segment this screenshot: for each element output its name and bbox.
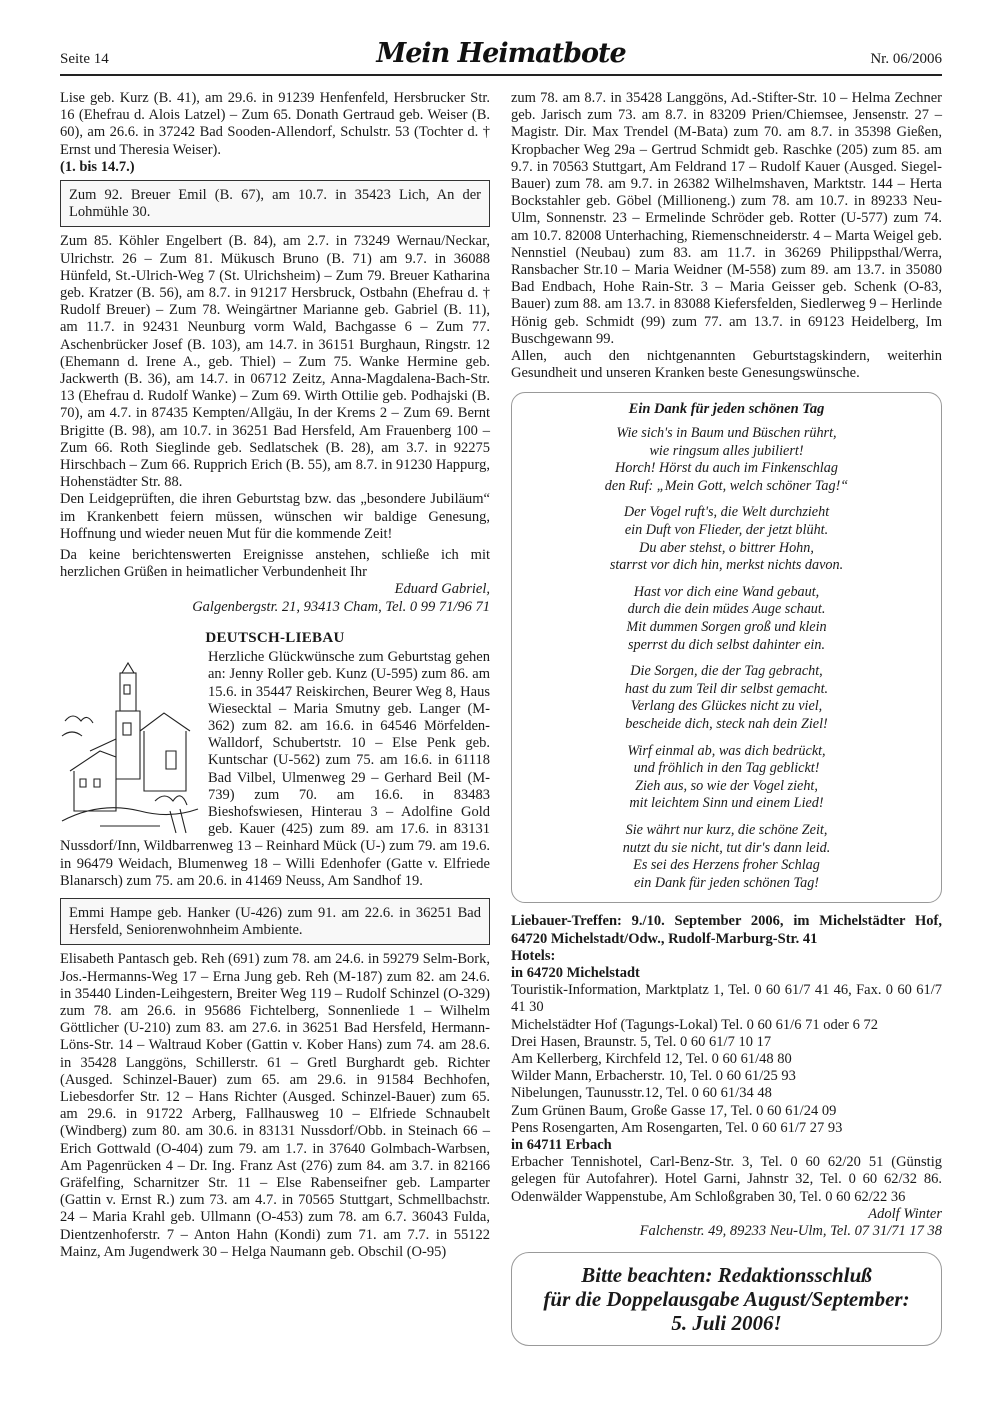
author-address: Galgenbergstr. 21, 93413 Cham, Tel. 0 99 71/96 71: [192, 598, 490, 615]
hotel-entry: Touristik-Information, Marktplatz 1, Tel. 0 60 61/7 41 46, Fax. 0 60 61/7 41 30: [511, 982, 942, 1016]
section-title-deutsch-liebau: DEUTSCH-LIEBAU: [205, 629, 345, 646]
poem-stanza: [522, 504, 931, 574]
highlight-box: Zum 92. Breuer Emil (B. 67), am 10.7. in 35423 Lich, An der Lohmühle 30.: [60, 180, 490, 227]
poem-line: Verlang des Glückes nicht zu viel,: [630, 698, 823, 715]
poem-stanza: [522, 425, 931, 495]
liebau-birthdays: Herzliche Glückwünsche zum Geburtstag gehen an: Jenny Roller geb. Kunz (U-595) zum 86. am 15.6. in 35447 Reiskirchen, Beurer Weg 8, Haus Wiesecktal – Maria Smutny geb. Langer (M-362) zum 82. am 16.6. in 64546 Mörfelden-Walldorf, Schubertstr. 10 – Else Penk geb. Kuntschar (U-562) zum 75. am 16.6. in 61118 Bad Vilbel, Ulmenweg 29 – Gerhard Beil (M-739) zum 70. am 16.6. in 83483 Bieshofswiesen, Hinterau 3 – Adolfine Gold geb. Kauer (425) zum 89. am 17.6. in 83131 Nussdorf/Inn, Wildbarrenweg 13 – Reinhard Mück (U-) zum 79. am 19.6. in 96479 Weidach, Blumenweg 18 – Willi Edenhofer (Gatte v. Elfriede Blanarsch) zum 75. am 20.6. in 41469 Neuss, Am Sandhof 19.: [60, 649, 490, 889]
poem-stanza: [522, 743, 931, 813]
hotel-entry: Wilder Mann, Erbacherstr. 10, Tel. 0 60 61/25 93: [511, 1068, 796, 1085]
poem-line: Du aber stehst, o bittrer Hohn,: [639, 539, 814, 556]
poem-line: Zieh aus, so wie der Vogel zieht,: [635, 777, 818, 794]
poem-line: nutzt du sie nicht, tut dir's dann leid.: [622, 839, 831, 856]
poem-line: Horch! Hörst du auch im Finkenschlag: [615, 460, 838, 477]
deadline-notice: [511, 1252, 942, 1346]
author-name: Eduard Gabriel,: [394, 581, 490, 598]
hotel-entry: Erbacher Tennishotel, Carl-Benz-Str. 3, Tel. 0 60 62/20 51 (Günstig gelegen für Autofahrer). Hotel Garni, Jahnstr 32, Tel. 0 60 62/32 86. Odenwälder Wappenstube, Am Schloßgraben 30, Tel. 0 60 62/22 36: [511, 1154, 942, 1205]
page-number: Seite 14: [60, 51, 109, 67]
poem-line: ein Duft von Flieder, der jetzt blüht.: [624, 522, 829, 539]
hotel-entry: Zum Grünen Baum, Große Gasse 17, Tel. 0 60 61/24 09: [511, 1102, 837, 1119]
poem-line: hast du zum Teil dir selbst gemacht.: [624, 680, 829, 697]
poem-line: durch die dein müdes Auge schaut.: [627, 601, 826, 618]
liebau-section: [60, 649, 490, 890]
church-sketch-illustration: [60, 661, 200, 836]
hotels-label: Hotels:: [511, 947, 556, 964]
poem-line: und fröhlich in den Tag geblickt!: [633, 760, 820, 777]
header-divider: [60, 74, 942, 76]
birthday-paragraph: zum 78. am 8.7. in 35428 Langgöns, Ad.-Stifter-Str. 10 – Helma Zechner geb. Jarisch zum 73. am 8.7. in 83209 Prien/Chiemsee, Jensenstr. 27 – Magistr. Dir. Max Trendel (M-Bata) zum 70. am 8.7. in 35398 Gießen, Kropbacher Weg 29a – Gertrud Schmidt geb. Raschke (205) zum 85. am 9.7. in 70563 Stuttgart, Am Feldrand 17 – Rudolf Kauer (Ausged. Siegel-Bauer) zum 78. am 9.7. in 26382 Wilhelmshaven, Marktstr. 144 – Herta Bockstahler geb. Göbel (Millioneng.) zum 78. am 10.7. in 89233 Neu-Ulm, Sonnenstr. 23 – Ermelinde Schröder geb. Rotter (U-577) zum 74. am 10.7. 82008 Unterhaching, Riemenschneiderstr. 4 – Marta Weigel geb. Nennstiel (Neubau) zum 83. am 11.7. in 36269 Philippsthal/Werra, Ransbacher Str.10 – Maria Weidner (M-558) zum 89. am 13.7. in 35080 Bad Endbach, Hohe Rain-Str. 3 – Maria Geisser geb. Schenk (O-83, Bauer) zum 88. am 13.7. in 83088 Kiefersfelden, Siedlerweg 9 – Herlinde Hönig geb. Schmidt (99) zum 77. am 13.7. in 69123 Heidelberg, Im Buschgewann 99.: [511, 90, 942, 347]
masthead-logo: Mein Heimatbote: [376, 38, 626, 69]
birthday-paragraph: Lise geb. Kurz (B. 41), am 29.6. in 91239 Henfenfeld, Hersbrucker Str. 16 (Ehefrau d. Alois Latzel) – Zum 65. Donath Gertraud geb. Weiser (B. 60), am 26.6. in 37242 Bad Sooden-Allendorf, Schulstr. 53 (Tochter d. † Ernst und Theresia Weiser).: [60, 90, 490, 158]
poem-line: Es sei des Herzens froher Schlag: [633, 857, 820, 874]
page-header: [60, 38, 942, 72]
highlight-box: Emmi Hampe geb. Hanker (U-426) zum 91. am 22.6. in 36251 Bad Hersfeld, Seniorenwohnheim Ambiente.: [60, 898, 490, 945]
hotel-entry: Michelstädter Hof (Tagungs-Lokal) Tel. 0 60 61/6 71 oder 6 72: [511, 1016, 878, 1033]
hotel-entry: Drei Hasen, Braunstr. 5, Tel. 0 60 61/7 10 17: [511, 1033, 772, 1050]
wishes-paragraph: Allen, auch den nichtgenannten Geburtstagskindern, weiterhin Gesundheit und unseren Kranken beste Genesungswünsche.: [511, 348, 942, 382]
poem-line: den Ruf: „Mein Gott, welch schöner Tag!“: [604, 477, 849, 494]
notice-line: für die Doppelausgabe August/September:: [543, 1287, 910, 1312]
poem-box: [511, 392, 942, 903]
notice-line: 5. Juli 2006!: [671, 1311, 782, 1336]
closing-paragraph: Da keine berichtenswerten Ereignisse anstehen, schließe ich mit herzlichen Grüßen in heimatlicher Verbundenheit Ihr: [60, 547, 490, 581]
poem-stanza: [522, 822, 931, 892]
notice-line: Bitte beachten: Redaktionsschluß: [581, 1263, 872, 1288]
author-name: Adolf Winter: [868, 1205, 942, 1222]
birthday-paragraph: Elisabeth Pantasch geb. Reh (691) zum 78. am 24.6. in 59279 Selm-Bork, Jos.-Hermanns-Weg 17 – Erna Jung geb. Reh (M-187) zum 82. am 24.6. in 35440 Linden-Leihgestern, Breiter Weg 119 – Rudolf Schinzel (O-329) zum 78. am 26.6. in 95686 Fichtelberg, Sonnenliede 1 – Wilhelm Göttlicher (U-210) zum 83. am 27.6. in 36251 Bad Hersfeld, Hermann-Löns-Str. 14 – Waltraud Kober (Gattin v. Kober Hans) zum 74. am 28.6. in 35428 Langgöns, Schillerstr. 61 – Gretl Burghardt geb. Richter (Ausged. Schinzel-Bauer) zum 65. am 29.6. in 91584 Bechhofen, Liebesdorfer Str. 12 – Hans Richter (Ausged. Schinzel-Bauer) zum 65. am 29.6. in 91722 Arberg, Fallhausweg 10 – Elfriede Schnaubelt (Windberg) zum 80. am 30.6. in 83131 Nussdorf/Obb. in Steinach 66 – Erich Gottwald (O-404) zum 79. am 1.7. in 37640 Golmbach-Warbsen, Am Pagenrücken 4 – Dr. Ing. Franz Ast (276) zum 84. am 3.7. in 82166 Gräfelfing, Scharnitzer Str. 11 – Else Rabenseifner geb. Lamparter (Gattin v. Ernst R.) zum 73. am 4.7. in 70565 Stuttgart, Schmellbachstr. 24 – Maria Krahl geb. Ullmann (O-453) zum 78. am 6.7. 36043 Fulda, Dientzenhoferstr. 7 – Anton Hahn (Kondi) zum 71. am 7.7. in 55122 Mainz, Am Jugendwerk 30 – Helga Naumann geb. Obschil (O-95): [60, 951, 490, 1260]
poem-line: ein Dank für jeden schönen Tag!: [633, 874, 820, 891]
hotel-entry: Pens Rosengarten, Am Rosengarten, Tel. 0 60 61/7 27 93: [511, 1119, 843, 1136]
poem-title: Ein Dank für jeden schönen Tag: [628, 401, 825, 418]
poem-line: Mit dummen Sorgen groß und klein: [626, 618, 827, 635]
poem-line: Hast vor dich eine Wand gebaut,: [633, 583, 820, 600]
town-heading: in 64711 Erbach: [511, 1136, 612, 1153]
issue-number: Nr. 06/2006: [870, 51, 942, 67]
town-heading: in 64720 Michelstadt: [511, 964, 640, 981]
poem-line: sperrst du dich selbst dahinter ein.: [627, 636, 826, 653]
poem-line: Wie sich's in Baum und Büschen rührt,: [616, 425, 837, 442]
birthday-paragraph: Zum 85. Köhler Engelbert (B. 84), am 2.7. in 73249 Wernau/Neckar, Ulrichstr. 26 – Zum 81. Mükusch Bruno (B. 71) am 9.7. in 36088 Hünfeld, St.-Ulrich-Weg 7 (St. Ulrichsheim) – Zum 79. Breuer Katharina geb. Kratzer (B. 56), am 8.7. in 91217 Hersbruck, Ostbahn (Ehefrau d. † Rudolf Breuer) – Zum 78. Weingärtner Marianne geb. Gabriel (B. 11), am 11.7. in 92431 Neunburg vorm Wald, Bachgasse 6 – Zum 77. Aschenbrücker Josef (B. 103), am 14.7. in 36151 Burghaun, Ringstr. 12 (Ehemann d. Irene A., geb. Thiel) – Zum 75. Wanke Hermine geb. Jackwerth (B. 36), am 14.7. in 06712 Zeitz, Anna-Magdalena-Bach-Str. 13 (Ehefrau d. Rudolf Wanke) – Zum 69. Wirth Ottilie geb. Podhajski (B. 70), am 4.7. in 87435 Kempten/Allgäu, In der Krems 2 – Zum 69. Bernt Brigitte (B. 98), am 10.7. in 36251 Bad Hersfeld, Am Frauenberg 100 – Zum 66. Roth Sieglinde geb. Sedlatschek (B. 28), am 3.7. in 92275 Hirschbach – Zum 66. Rupprich Erich (B. 55), am 8.7. in 91230 Happurg, Hohenstädter Str. 88.: [60, 233, 490, 491]
left-column: [60, 90, 490, 1261]
hotel-entry: Nibelungen, Taunusstr.12, Tel. 0 60 61/34 48: [511, 1085, 772, 1102]
poem-stanza: [522, 584, 931, 654]
poem-line: bescheide dich, steck nah dein Ziel!: [625, 715, 828, 732]
date-range-heading: (1. bis 14.7.): [60, 158, 135, 175]
poem-stanza: [522, 663, 931, 733]
poem-line: Der Vogel ruft's, die Welt durchzieht: [623, 504, 830, 521]
right-column: [511, 90, 942, 1346]
poem-line: Wirf einmal ab, was dich bedrückt,: [627, 742, 826, 759]
poem-line: starrst vor dich hin, merkst nichts davon.: [609, 557, 844, 574]
poem-line: Die Sorgen, die der Tag gebracht,: [630, 663, 823, 680]
hotel-entry: Am Kellerberg, Kirchfeld 12, Tel. 0 60 61/48 80: [511, 1050, 792, 1067]
poem-line: wie ringsum alles jubiliert!: [649, 442, 804, 459]
meeting-info: [511, 913, 942, 1240]
wishes-paragraph: Den Leidgeprüften, die ihren Geburtstag bzw. das „besondere Jubiläum“ im Krankenbett feiern müssen, wünschen wir baldige Genesung, Hoffnung und wieder neuen Mut für die kommende Zeit!: [60, 491, 490, 542]
meeting-headline: Liebauer-Treffen: 9./10. September 2006, im Michelstädter Hof, 64720 Michelstadt/Odw., Rudolf-Marburg-Str. 41: [511, 913, 942, 947]
author-address: Falchenstr. 49, 89233 Neu-Ulm, Tel. 07 31/71 17 38: [639, 1222, 942, 1239]
poem-line: mit leichtem Sinn und einem Lied!: [629, 795, 824, 812]
poem-line: Sie währt nur kurz, die schöne Zeit,: [625, 821, 828, 838]
